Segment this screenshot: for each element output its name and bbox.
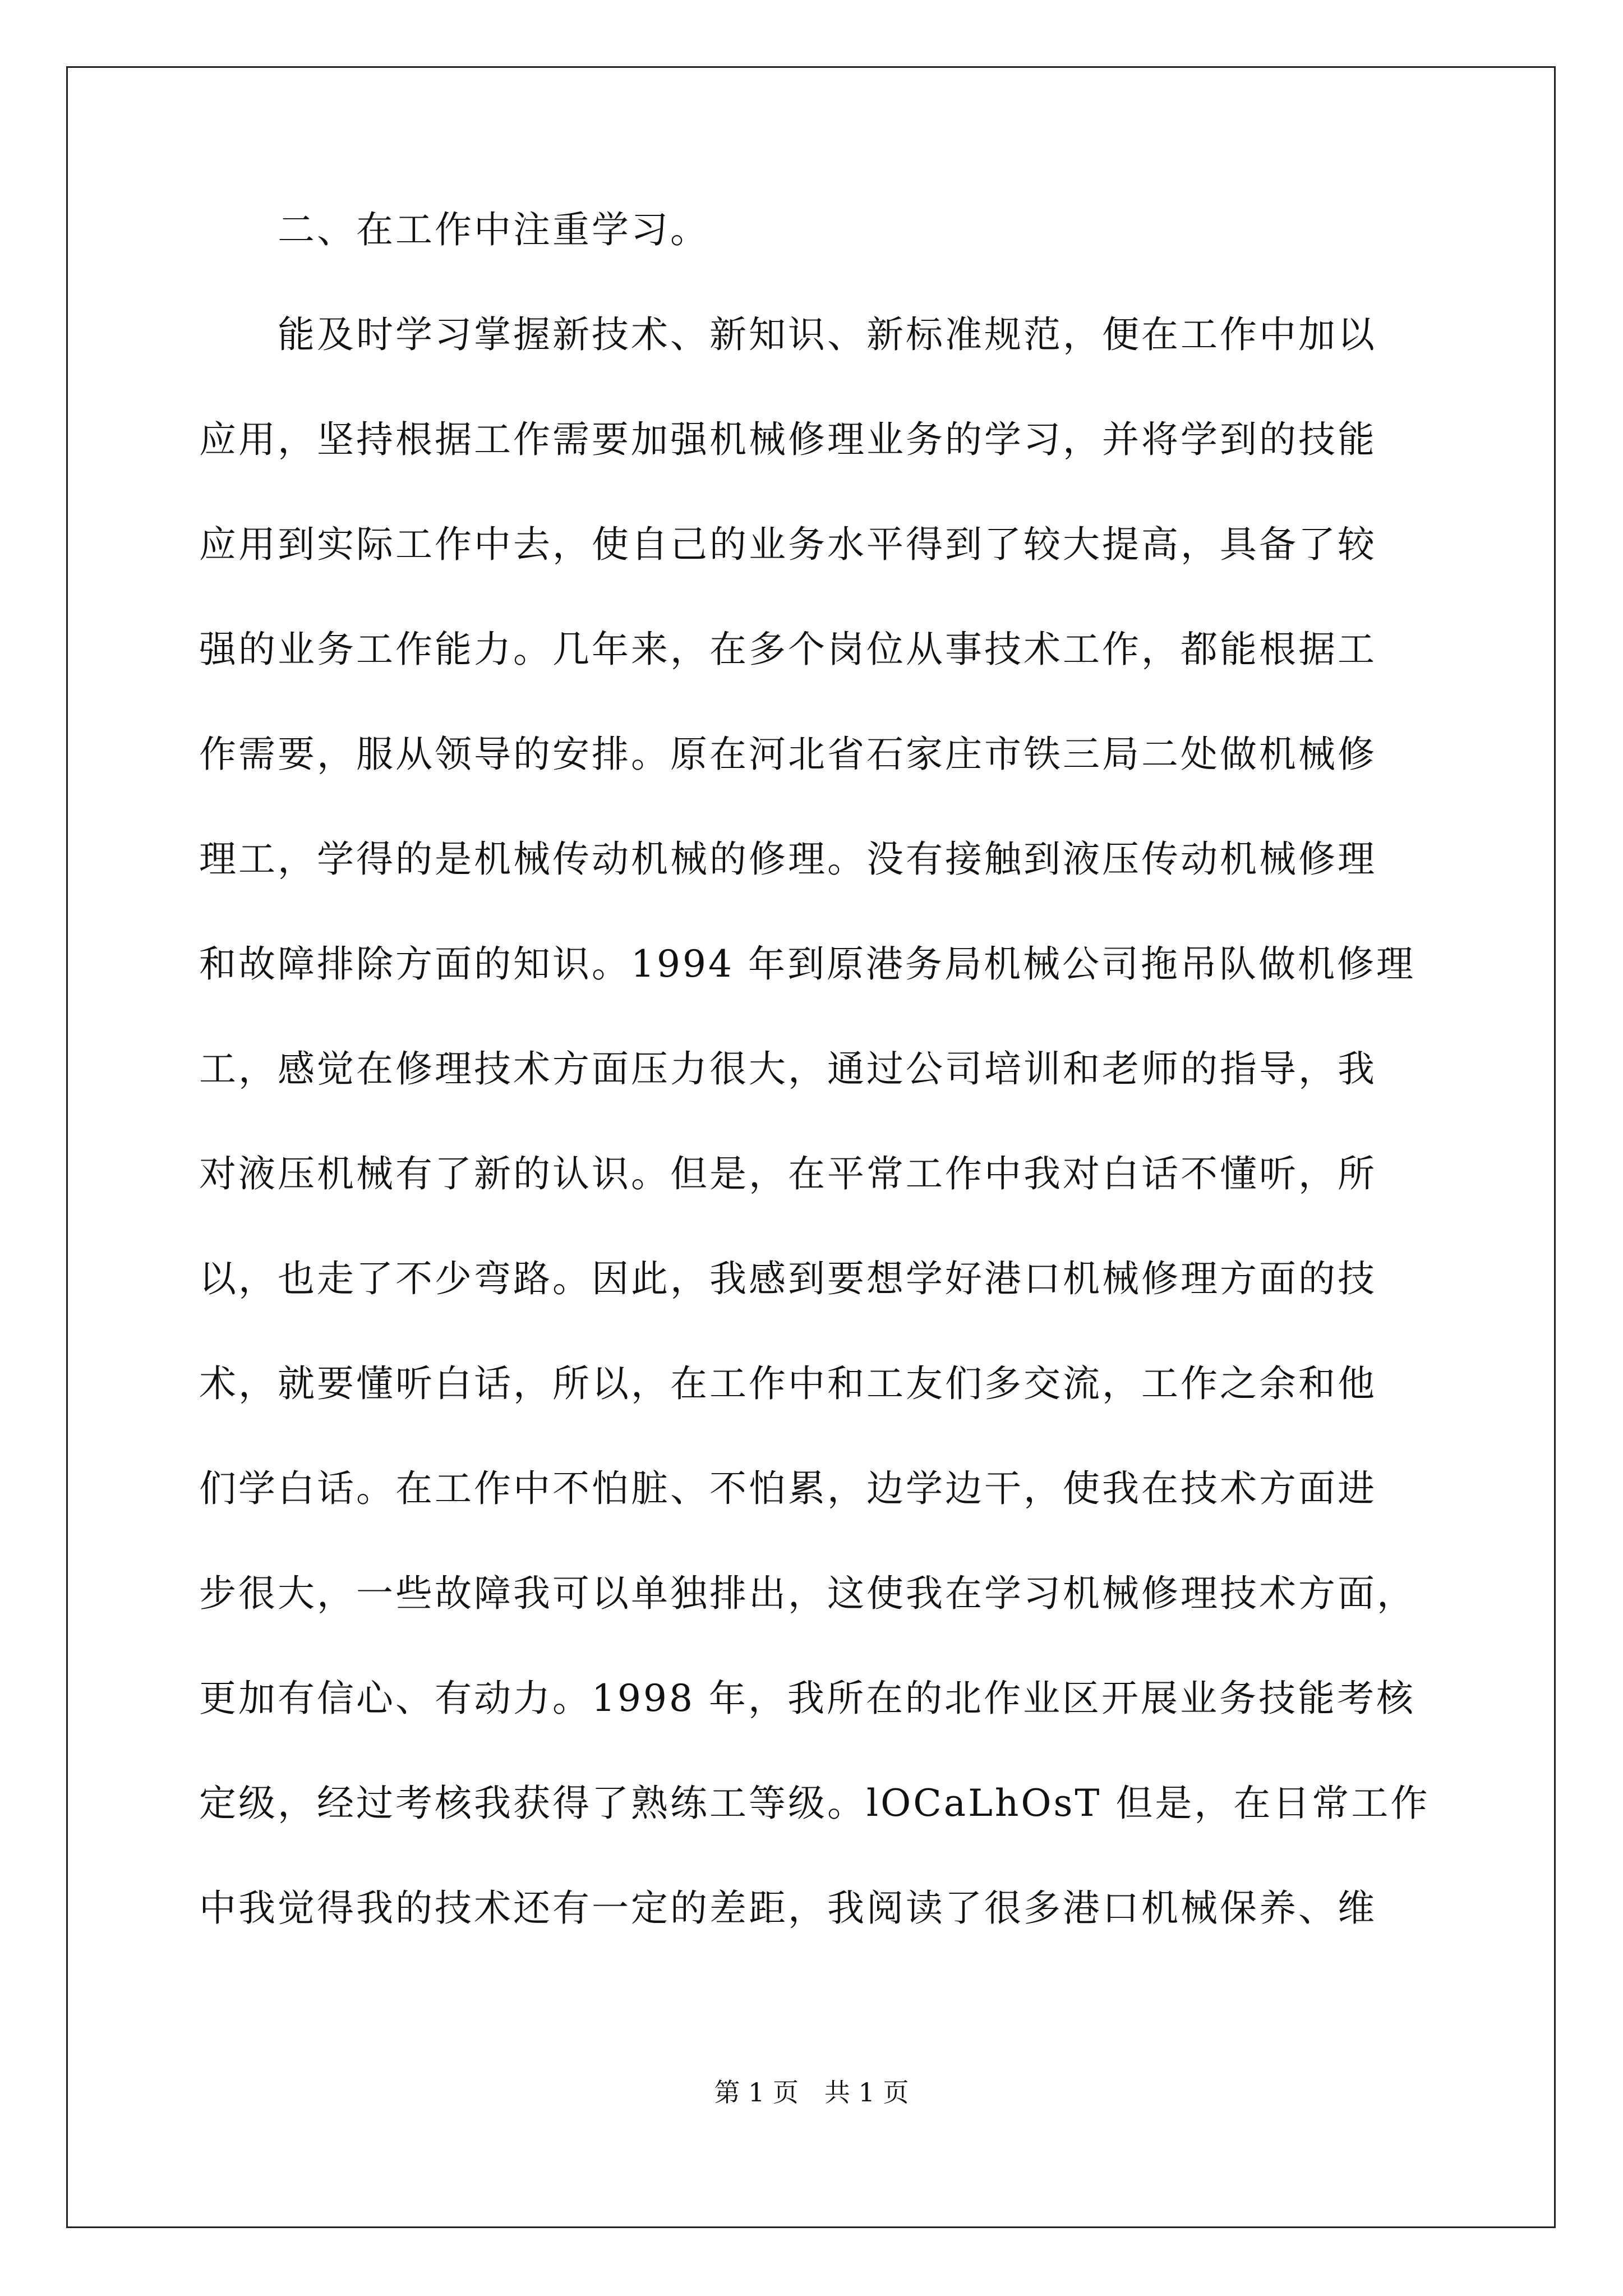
- paragraph-line: 理工，学得的是机械传动机械的修理。没有接触到液压传动机械修理: [199, 838, 1377, 881]
- paragraph-line: 强的业务工作能力。几年来，在多个岗位从事技术工作，都能根据工: [199, 628, 1377, 671]
- paragraph-line: 以，也走了不少弯路。因此，我感到要想学好港口机械修理方面的技: [199, 1257, 1377, 1300]
- paragraph-line: 定级，经过考核我获得了熟练工等级。lOCaLhOsT 但是，在日常工作: [199, 1782, 1430, 1825]
- paragraph-line: 对液压机械有了新的认识。但是，在平常工作中我对白话不懂听，所: [199, 1152, 1377, 1195]
- paragraph-line: 作需要，服从领导的安排。原在河北省石家庄市铁三局二处做机械修: [199, 733, 1377, 776]
- heading-line: 二、在工作中注重学习。: [278, 208, 709, 251]
- paragraph-line: 应用，坚持根据工作需要加强机械修理业务的学习，并将学到的技能: [199, 418, 1377, 461]
- paragraph-line: 和故障排除方面的知识。1994 年到原港务局机械公司拖吊队做机修理: [199, 942, 1415, 986]
- page-footer: 第 1 页 共 1 页: [714, 2077, 909, 2108]
- paragraph-line: 能及时学习掌握新技术、新知识、新标准规范，便在工作中加以: [278, 313, 1377, 356]
- paragraph-line: 工，感觉在修理技术方面压力很大，通过公司培训和老师的指导，我: [199, 1047, 1377, 1091]
- paragraph-line: 中我觉得我的技术还有一定的差距，我阅读了很多港口机械保养、维: [199, 1887, 1377, 1930]
- paragraph-line: 应用到实际工作中去，使自己的业务水平得到了较大提高，具备了较: [199, 523, 1377, 566]
- paragraph-line: 术，就要懂听白话，所以，在工作中和工友们多交流，工作之余和他: [199, 1362, 1377, 1405]
- paragraph-line: 步很大，一些故障我可以单独排出，这使我在学习机械修理技术方面，: [199, 1572, 1416, 1615]
- paragraph-line: 们学白话。在工作中不怕脏、不怕累，边学边干，使我在技术方面进: [199, 1467, 1377, 1510]
- paragraph-line: 更加有信心、有动力。1998 年，我所在的北作业区开展业务技能考核: [199, 1677, 1415, 1720]
